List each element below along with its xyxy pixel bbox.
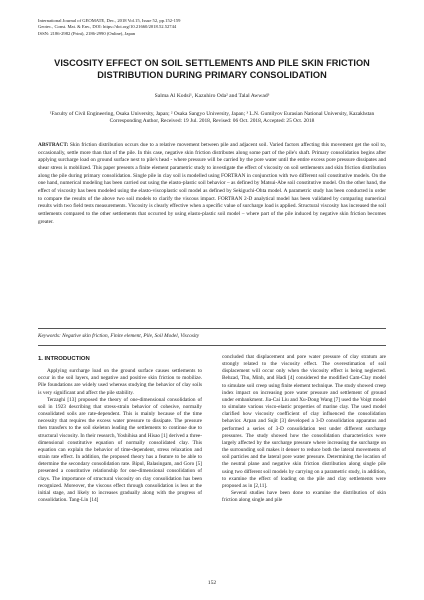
body-paragraph: Terzaghi [13] proposed the theory of one-dimensional consolidation of soil in 1923 describing that stress-strain behavior of cohesive, normally consolidated soils are rate-dependent. This is mainly because of the time necessity that requires the excess water pressure to dissipate. The pressure then transfers to the soil skeleton leading the settlements to continue due to structural viscosity. In their research, Yoshihisa and Hisao [1] derived a three-dimensional constitutive equation of normally consolidated clay. This equation can explain the behavior of time-dependent, stress relaxation and strain rate effect. In addition, the proposed theory has a feature to be able to determine the secondary consolidation rate. Bipul, Balasingam, and Goro [5] presented a constitutive relationship for one-dimensional consolidation of clays. The importance of structural viscosity on clay consolidation has been recognized. Moreover, the viscous effect through consolidation is less at the initial stage, and likely to increases gradually along with the progress of consolidation. Tang-Lin [14] <box>38 396 202 503</box>
right-column <box>222 354 386 504</box>
body-paragraph: Several studies have been done to examine the distribution of skin friction along single and pile <box>222 489 386 504</box>
abstract-label: ABSTRACT: <box>38 142 69 148</box>
corresponding-author-dates: Corresponding Author, Received: 19 Jul. 2018, Revised: 06 Oct. 2018, Accepted: 25 Oct. 2018 <box>109 118 315 124</box>
paper-title: VISCOSITY EFFECT ON SOIL SETTLEMENTS AND PILE SKIN FRICTION DISTRIBUTION DURING PRIMARY CONSOLIDATION <box>54 58 370 80</box>
journal-citation: International Journal of GEOMATE, Dec., 2018 Vol.15, Issue 52, pp.152-159 <box>38 18 181 23</box>
journal-header <box>38 18 388 37</box>
paper-authors: Salma Al Kodsi¹, Kazuhiro Oda² and Talal Awwad³ <box>154 93 270 99</box>
keywords-divider-bottom <box>38 345 386 346</box>
abstract-divider-top <box>38 328 386 329</box>
keywords: Keywords: Negative skin friction, Finite element, Pile, Soil Model, Viscosity <box>38 333 200 339</box>
section-heading-introduction: 1. INTRODUCTION <box>38 356 90 362</box>
body-paragraph: Applying surcharge load on the ground surface causes settlements to occur in the soil layers, and negative and positive skin friction to mobilize. Pile foundations are widely used whereas studying the behavior of clay soils is very significant and affect the pile stability. <box>38 368 202 396</box>
affiliation-block <box>40 111 384 125</box>
affiliation-text: ¹Faculty of Civil Engineering, Osaka University, Japan; ² Osaka Sangyo University, Japan; ³ L.N. Gumilyov Eurasian National University, Kazakhstan <box>49 111 375 117</box>
journal-doi: Geotec., Const. Mat. & Env., DOI: https://doi.org/10.21660/2018.52.52744 <box>38 24 177 30</box>
journal-issn: ISSN: 2186-2982 (Print), 2186-2990 (Online), Japan <box>38 30 136 36</box>
abstract-text: Skin friction distribution occurs due to a relative movement between pile and adjacent soil. Varied factors affecting this movement get the soil to, occasionally, settle more than that of the pile. In this case, negative skin friction distributes along some part of the pile's shaft. Primary consolidation begins after applying surcharge load on ground surface next to pile's head - where pressure will be carried by the pore water until the entire excess pore pressure dissipates and shear stress is mobilized. This paper presents a finite element parametric study to investigate the effect of viscosity on soil settlements and skin friction distribution along the pile during primary consolidation. Single pile in clay soil is modelled using FORTRAN in conjunction with two different soil constitutive models. On the one hand, numerical modeling has been carried out using the elasto-plastic soil behavior – as defined by Matsui-Abe soil constitutive model. On the other hand, the effect of viscosity has been modeled using the elasto-viscoplastic soil model as defined by Sekiguchi-Ohta model. A parametric study has been conducted in order to compare the results of the above two soil models to clarify the viscous impact. FORTRAN 2-D analytical model has been validated by comparing numerical results with two field tests measurements. Viscosity is clearly effective when a specific value of surcharge load is applied. Structural viscosity has increased the soil settlements compared to the other settlements that occurred by using elasto-plastic soil model – where part of the pile induced by negative skin friction becomes greater. <box>38 142 386 225</box>
body-paragraph: concluded that displacement and pore water pressure of clay stratum are strongly related to the viscosity effect. The overestimation of soil displacement will occur only when the viscosity effect is being neglected. Behzad, Thu, Minh, and Hadi [4] considered the modified Cam-Clay model to simulate soil creep using finite element technique. The study showed creep index impact on increasing pore water pressure and settlement of ground under embankment. Jia-Cai Liu and Xu-Dong Wang [7] used the Voigt model to simulate various visco-elastic properties of marine clay. The used model clarified how viscosity coefficient of clay influenced the consolidation behavior. Arpan and Sujit [3] developed a 3-D consolidation apparatus and performed a series of 3-D consolidation test under different surcharge pressures. The study showed how the consolidation characteristics were largely affected by the surcharge pressure where increasing the surcharge on the surrounding soil makes it denser to reduce both the lateral movements of soil particles and the lateral pore water pressure. Determining the location of the neutral plane and negative skin friction distribution along single pile using two different soil models by carrying on a parametric study, in addition, to examine the effect of loading on the pile and clay settlements were proposed as in [2,11]. <box>222 354 386 489</box>
abstract <box>38 142 386 226</box>
left-column <box>38 356 202 504</box>
page-number: 152 <box>207 580 217 586</box>
